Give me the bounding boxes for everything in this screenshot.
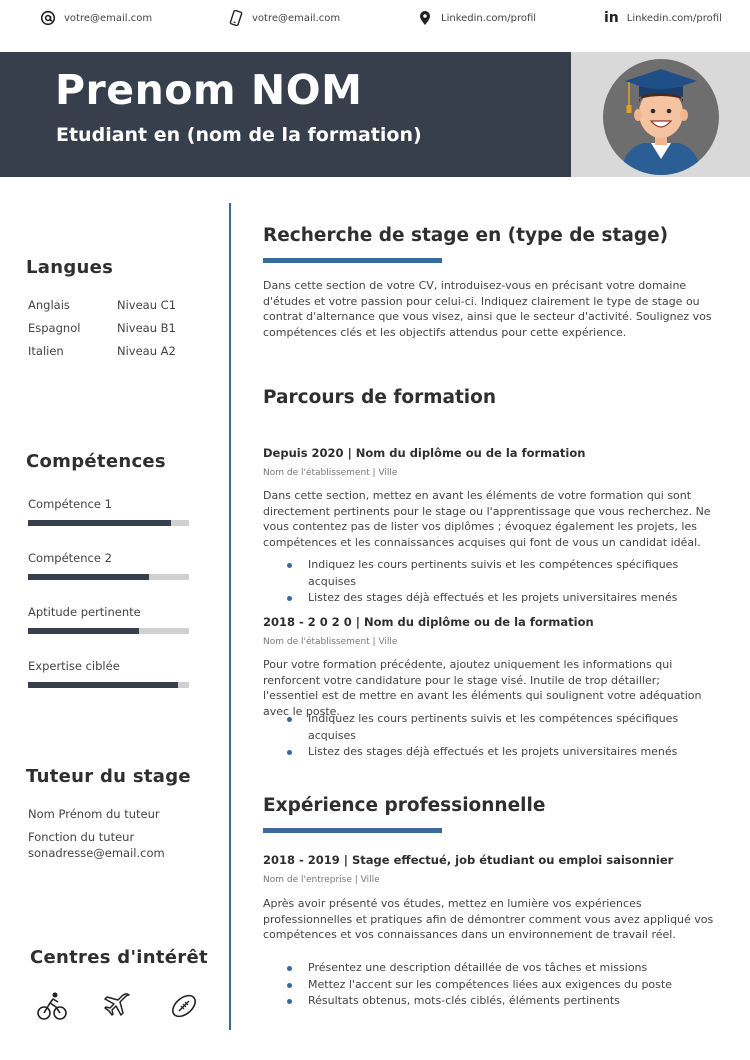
cyclist-icon (36, 990, 68, 1022)
education-entry-text: Dans cette section, mettez en avant les éléments de votre formation qui sont directement pertinents pour le stage ou l'apprentissage que vous recherchez. Ne vous contentez pas de lister vos diplômes ; évoquez également les projets, les compétences et les connaissances acquises qui font de vous un candidat idéal. (263, 489, 711, 549)
airplane-icon (102, 990, 134, 1022)
education-entry-institution: Nom de l'établissement | Ville (263, 468, 398, 478)
language-name: Italien (28, 344, 64, 358)
skill-label: Compétence 2 (28, 551, 112, 565)
language-level: Niveau A2 (117, 344, 176, 358)
phone-icon (228, 10, 244, 26)
at-icon (40, 10, 56, 26)
contact-phone-text: votre@email.com (252, 12, 341, 24)
graduate-avatar-icon (603, 59, 719, 175)
skills-title: Compétences (26, 451, 166, 472)
contact-bar (0, 0, 750, 52)
header-band (0, 52, 571, 177)
list-item: Mettez l'accent sur les compétences liées aux exigences du poste (285, 977, 715, 994)
list-item: Listez des stages déjà effectués et les projets universitaires menés (285, 590, 715, 607)
skill-bar (28, 520, 189, 526)
education-title: Parcours de formation (263, 387, 497, 408)
skill-label: Expertise ciblée (28, 659, 120, 673)
education-entry-bullets (285, 711, 715, 761)
skill-bar (28, 574, 189, 580)
language-level: Niveau C1 (117, 298, 177, 312)
objective-text: Dans cette section de votre CV, introduisez-vous en précisant votre domaine d'études et votre passion pour celui-ci. Indiquez clairement le type de stage ou contrat d'alternance que vous visez, ainsi que le secteur d'activité. Soulignez vos compétences clés et les objectifs attendus pour cette expérience. (263, 279, 712, 339)
section-accent-line (263, 258, 442, 263)
education-entry-title: 2018 - 2 0 2 0 | Nom du diplôme ou de la formation (263, 615, 594, 629)
experience-entry-company: Nom de l'entreprise | Ville (263, 875, 380, 885)
skill-bar-fill (28, 682, 178, 688)
skill-bar-fill (28, 520, 171, 526)
candidate-subtitle: Etudiant en (nom de la formation) (56, 124, 422, 146)
skill-bar-fill (28, 574, 149, 580)
candidate-name: Prenom NOM (55, 66, 363, 114)
location-pin-icon (417, 10, 433, 26)
linkedin-icon: in (604, 10, 619, 26)
experience-title: Expérience professionnelle (263, 795, 546, 816)
list-item: Indiquez les cours pertinents suivis et les compétences spécifiques acquises (285, 711, 715, 744)
hobbies-icons (36, 990, 200, 1022)
photo-panel (571, 52, 750, 177)
education-entry-bullets (285, 557, 715, 607)
contact-email-text: votre@email.com (64, 12, 153, 24)
tutor-name: Nom Prénom du tuteur (28, 807, 160, 821)
language-row (28, 344, 176, 358)
skill-bar (28, 628, 189, 634)
language-name: Anglais (28, 298, 70, 312)
column-divider (229, 203, 231, 1030)
contact-linkedin-text: Linkedin.com/profil (626, 12, 722, 24)
list-item: Résultats obtenus, mots-clés ciblés, éléments pertinents (285, 993, 715, 1010)
contact-email[interactable] (40, 10, 152, 26)
skill-label: Compétence 1 (28, 497, 112, 511)
rugby-ball-icon (168, 990, 200, 1022)
contact-phone[interactable] (228, 10, 340, 26)
experience-entry-bullets (285, 960, 715, 1010)
tutor-title: Tuteur du stage (26, 766, 191, 787)
language-name: Espagnol (28, 321, 81, 335)
education-entry-text: Pour votre formation précédente, ajoutez uniquement les informations qui renforcent votre candidature pour le stage visé. Inutile de trop détailler; l'essentiel est de mettre en avant les éléments qui soulignent votre adéquation avec le poste. (263, 658, 702, 718)
language-level: Niveau B1 (117, 321, 176, 335)
education-entry-title: Depuis 2020 | Nom du diplôme ou de la formation (263, 446, 586, 460)
skill-label: Aptitude pertinente (28, 605, 141, 619)
education-entry-institution: Nom de l'établissement | Ville (263, 637, 398, 647)
experience-entry-text: Après avoir présenté vos études, mettez en lumière vos expériences professionnelles et pratiques afin de démontrer comment vous avez appliqué vos compétences et vos connaissances dans un environnement de travail réel. (263, 897, 714, 941)
language-row (28, 321, 176, 335)
tutor-role: Fonction du tuteur (28, 830, 135, 844)
languages-title: Langues (26, 257, 114, 278)
list-item: Présentez une description détaillée de vos tâches et missions (285, 960, 715, 977)
language-row (28, 298, 177, 312)
section-accent-line (263, 828, 442, 833)
contact-location-text: Linkedin.com/profil (441, 12, 537, 24)
hobbies-title: Centres d'intérêt (30, 947, 208, 968)
list-item: Indiquez les cours pertinents suivis et les compétences spécifiques acquises (285, 557, 715, 590)
list-item: Listez des stages déjà effectués et les projets universitaires menés (285, 744, 715, 761)
objective-title: Recherche de stage en (type de stage) (263, 225, 669, 246)
tutor-email[interactable]: sonadresse@email.com (28, 846, 165, 860)
contact-linkedin[interactable] (604, 10, 722, 26)
skill-bar (28, 682, 189, 688)
contact-location[interactable] (417, 10, 536, 26)
experience-entry-title: 2018 - 2019 | Stage effectué, job étudiant ou emploi saisonnier (263, 853, 674, 867)
skill-bar-fill (28, 628, 139, 634)
